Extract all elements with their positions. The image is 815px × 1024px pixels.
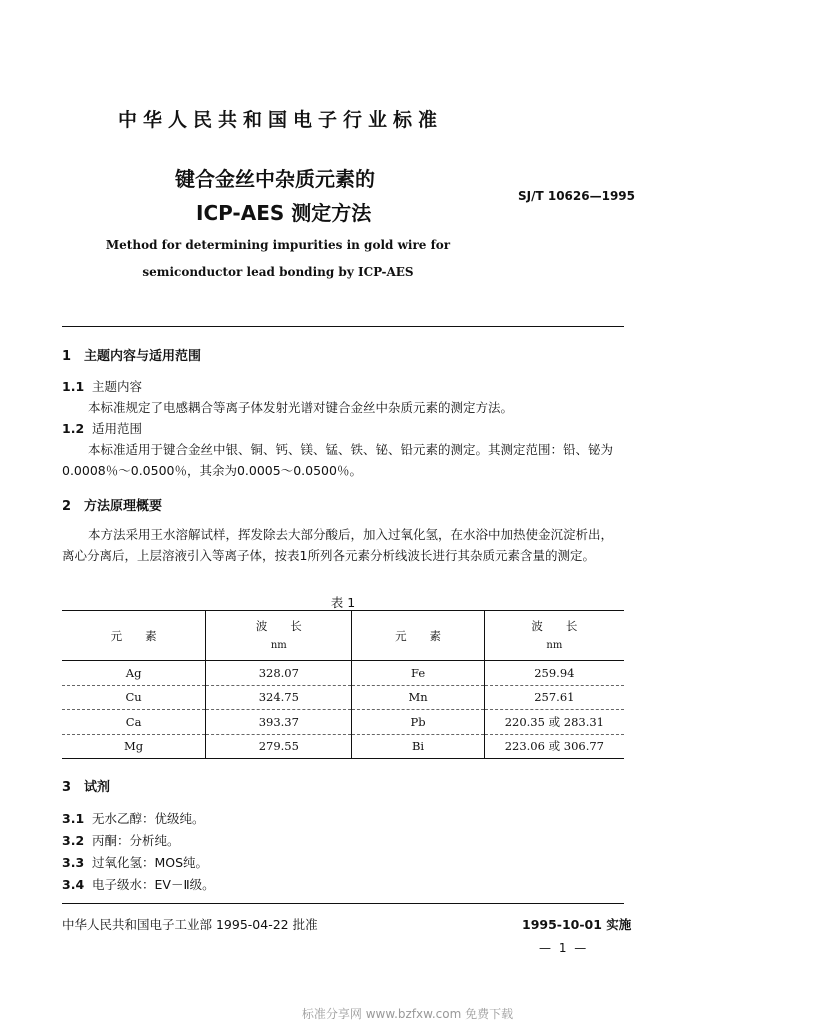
header-wavelength-right [484,611,624,661]
section-number: 1.1 [62,379,85,394]
cell-wavelength: 393.37 [206,710,352,735]
effective-date: 1995-10-01 实施 [522,917,632,932]
section-number: 3 [62,780,72,795]
section-title: 试剂 [84,780,111,795]
cell-element: Fe [352,661,484,686]
table-caption: 表 1 [330,595,356,610]
reagent-item [62,853,208,871]
section-2-text: 本方法采用王水溶解试样，挥发除去大部分酸后，加入过氧化氢，在水浴中加热使金沉淀析出，离心分离后，上层溶液引入等离子体，按表1所列各元素分析线波长进行其杂质元素含量的测定。 [62,527,614,563]
header-wavelength-left [206,611,352,661]
cell-element: Bi [352,734,484,759]
section-1-1-heading [62,377,142,395]
watermark-text: 标准分享网 www.bzfxw.com 免费下载 [301,1007,514,1021]
table-row [62,710,624,735]
table-row [62,685,624,710]
footer-divider [62,903,624,904]
cell-element: Cu [62,685,206,710]
section-2-heading [62,495,162,514]
table-row [62,661,624,686]
item-text: 丙酮：分析纯。 [92,833,180,848]
wavelength-table [62,610,624,759]
cell-element: Ag [125,665,142,680]
item-number: 3.3 [62,855,85,870]
section-title: 方法原理概要 [84,499,163,514]
section-1-2-text: 本标准适用于键合金丝中银、铜、钙、镁、锰、铁、铋、铅元素的测定。其测定范围：铅、铋为0.0008％～0.0500％，其余为0.0005～0.0500％。 [62,442,614,478]
header-wavelength-label: 波 长 [255,618,302,633]
cell-element: Mg [62,734,206,759]
section-title: 主题内容与适用范围 [84,349,202,364]
section-title: 适用范围 [92,421,143,436]
cell-wavelength: 279.55 [206,734,352,759]
cell-element: Pb [352,710,484,735]
cell-wavelength: 223.06 或 306.77 [484,734,624,759]
doc-title-line2: ICP-AES 测定方法 [196,201,372,225]
item-number: 3.1 [62,811,85,826]
cell-element: Ca [62,710,206,735]
page-number: — 1 — [539,941,589,955]
header-element-right: 元 素 [352,611,484,661]
header-unit: nm [270,639,287,651]
approval-line: 中华人民共和国电子工业部 1995-04-22 批准 [62,917,318,932]
header-divider [62,326,624,327]
cell-wavelength: 220.35 或 283.31 [484,710,624,735]
cell-wavelength: 259.94 [484,661,624,686]
section-number: 1 [62,349,72,364]
item-number: 3.2 [62,833,85,848]
section-number: 1.2 [62,421,85,436]
cell-wavelength: 324.75 [206,685,352,710]
section-1-2-heading [62,419,142,437]
header-unit: nm [546,639,563,651]
section-title: 主题内容 [92,379,143,394]
item-text: 电子级水：EV－Ⅱ级。 [92,877,215,892]
item-text: 过氧化氢：MOS纯。 [92,855,209,870]
section-1-1-text: 本标准规定了电感耦合等离子体发射光谱对键合金丝中杂质元素的测定方法。 [88,400,514,415]
english-title-line1: Method for determining impurities in gold wire for [105,238,451,252]
item-number: 3.4 [62,877,85,892]
section-3-heading [62,776,110,795]
header-element-left: 元 素 [62,611,206,661]
cell-wavelength: 328.07 [206,661,352,686]
cell-wavelength: 257.61 [484,685,624,710]
header-wavelength-label: 波 长 [531,618,578,633]
table-header-row [62,611,624,661]
table-row [62,734,624,759]
cell-element: Mn [352,685,484,710]
reagent-item [62,809,205,827]
doc-title-line1: 键合金丝中杂质元素的 [175,167,375,191]
english-title-line2: semiconductor lead bonding by ICP-AES [142,265,414,279]
reagent-item [62,831,180,849]
reagent-item [62,875,215,893]
standard-code: SJ/T 10626—1995 [518,189,635,203]
org-title: 中华人民共和国电子行业标准 [118,109,444,131]
item-text: 无水乙醇：优级纯。 [92,811,205,826]
section-1-heading [62,345,201,364]
section-number: 2 [62,499,72,514]
